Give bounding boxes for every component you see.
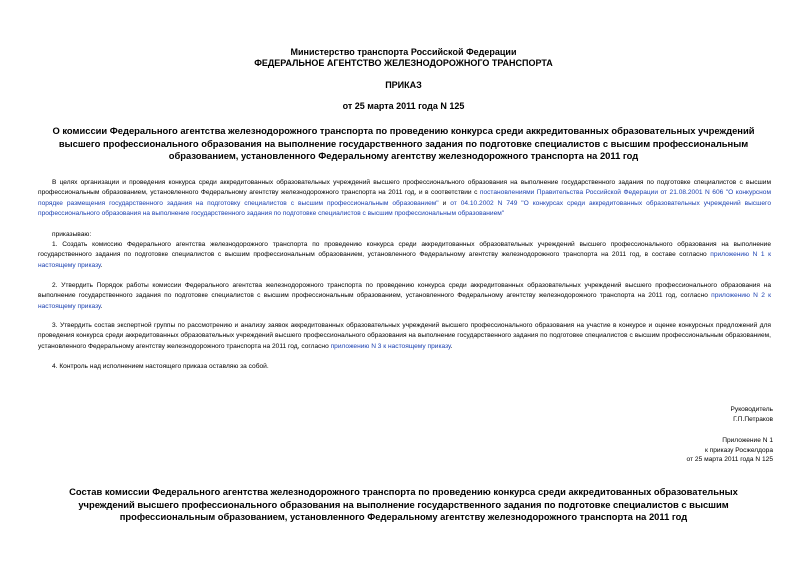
order-item-1-end: . xyxy=(100,261,103,269)
appendix-title: Состав комиссии Федерального агентства железнодорожного транспорта по проведению конкурса среди аккредитованных образовательных учреждений высшего профессионального образования на выполнение государственного задания по подготовке специалистов с высшим профессиональным образованием, установленного Федеральному агентству железнодорожного транспорта на 2011 год xyxy=(69,486,738,522)
doc-type: ПРИКАЗ xyxy=(385,80,422,90)
appendix-label: Приложение N 1 xyxy=(722,437,773,444)
appendix-header xyxy=(687,436,773,465)
order-item-1 xyxy=(38,240,771,271)
preamble-paragraph xyxy=(38,178,771,219)
doc-date-number: от 25 марта 2011 года N 125 xyxy=(342,101,465,111)
ministry-name: Министерство транспорта Российской Федерации xyxy=(290,47,517,57)
appendix-order-ref: к приказу Росжелдора xyxy=(704,446,773,454)
signature-block xyxy=(731,405,773,424)
order-item-3 xyxy=(38,321,771,352)
regulation-606-link[interactable]: постановлениями Правительства Российской Федерации от 21.08.2001 N 606 "О конкурсном порядке размещения государственного задания на подготовку специалистов с высшим профессиональным образованием" xyxy=(38,189,771,207)
preamble-text-2: и xyxy=(438,199,451,207)
signer-name: Г.П.Петраков xyxy=(733,415,773,423)
appendix-date: от 25 марта 2011 года N 125 xyxy=(686,456,773,464)
preamble-text-1: В целях организации и проведения конкурса среди аккредитованных образовательных учреждений высшего профессионального образования на выполнение государственного задания по подготовке специалистов с высшим профессиональным образованием, установленного Федеральному агентству железнодорожного транспорта на 2011 год, и в соответствии с xyxy=(38,179,771,197)
order-item-2 xyxy=(38,281,771,312)
doc-subject: О комиссии Федерального агентства железнодорожного транспорта по проведению конкурса среди аккредитованных образовательных учреждений высшего профессионального образования на выполнение государственного задания по подготовке специалистов с высшим профессиональным образованием, установленного Федеральному агентству железнодорожного транспорта на 2011 год xyxy=(52,125,755,161)
order-word: приказываю: xyxy=(52,231,92,238)
order-item-2-end: . xyxy=(100,302,103,310)
order-item-3-end: . xyxy=(450,342,453,350)
appendix-3-link[interactable]: приложению N 3 к настоящему приказу xyxy=(330,342,451,350)
agency-name: ФЕДЕРАЛЬНОЕ АГЕНТСТВО ЖЕЛЕЗНОДОРОЖНОГО ТРАНСПОРТА xyxy=(254,58,553,68)
appendix-2-link[interactable]: приложению N 2 к настоящему приказу xyxy=(38,292,771,310)
order-item-4-text: 4. Контроль над исполнением настоящего приказа оставляю за собой. xyxy=(52,363,269,370)
regulation-749-link[interactable]: от 04.10.2002 N 749 "О конкурсах среди аккредитованных образовательных учреждений высшего профессионального образования на выполнение государственного задания по подготовке специалистов с высшим профессиональным образованием" xyxy=(38,199,771,217)
order-item-1-text: 1. Создать комиссию Федерального агентства железнодорожного транспорта по проведению конкурса среди аккредитованных образовательных учреждений высшего профессионального образования на выполнение государственного задания по подготовке специалистов с высшим профессиональным образованием, установленного Федеральному агентству железнодорожного транспорта на 2011 год, в составе согласно xyxy=(38,241,771,259)
order-item-3-text: 3. Утвердить состав экспертной группы по рассмотрению и анализу заявок аккредитованных образовательных учреждений высшего профессионального образования на участие в конкурсе и оценке конкурсных предложений для проведения конкурса среди аккредитованных образовательных учреждений высшего профессионального образования на выполнение государственного задания по подготовке специалистов с высшим профессиональным образованием, установленного Федеральному агентству железнодорожного транспорта на 2011 год, согласно xyxy=(38,322,771,350)
signer-title: Руководитель xyxy=(730,406,773,413)
order-item-4 xyxy=(38,362,771,372)
order-item-2-text: 2. Утвердить Порядок работы комиссии Федерального агентства железнодорожного транспорта по проведению конкурса среди аккредитованных образовательных учреждений высшего профессионального образования на выполнение государственного задания по подготовке специалистов с высшим профессиональным образованием, установленного Федеральному агентству железнодорожного транспорта на 2011 год, согласно xyxy=(38,282,771,300)
appendix-1-link[interactable]: приложению N 1 к настоящему приказу xyxy=(38,251,771,269)
